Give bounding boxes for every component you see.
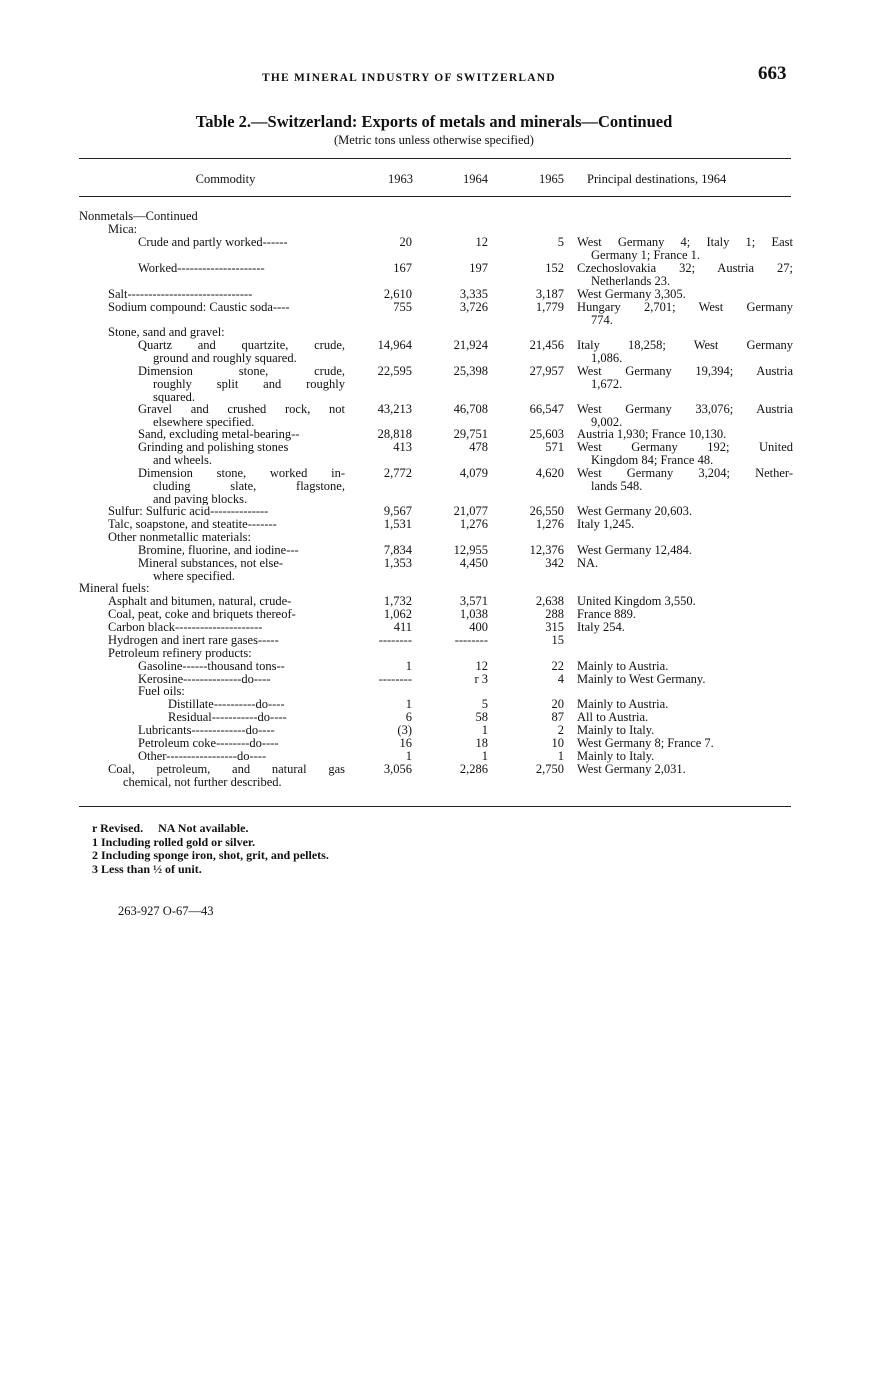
row-commodity bbox=[138, 544, 345, 557]
value-1963: 3,056 bbox=[383, 762, 412, 776]
destinations: Hungary 2,701; West Germany 774. bbox=[577, 300, 793, 327]
value-1965: 12,376 bbox=[529, 543, 564, 557]
row-commodity-text: Lubricants-------------do---- bbox=[138, 724, 275, 737]
value-1965: 26,550 bbox=[529, 504, 564, 518]
row-commodity-text: Worked--------------------- bbox=[138, 262, 265, 275]
value-1963: 1 bbox=[405, 659, 412, 673]
row-commodity bbox=[108, 326, 508, 339]
row-commodity-continuation: squared. bbox=[153, 389, 195, 404]
row-commodity bbox=[138, 673, 345, 686]
value-1964: 197 bbox=[469, 261, 488, 275]
value-1964: 12,955 bbox=[453, 543, 488, 557]
value-1964: 3,571 bbox=[459, 594, 488, 608]
value-1965: 4 bbox=[557, 672, 564, 686]
value-1963: 1 bbox=[405, 697, 412, 711]
row-commodity-continuation: chemical, not further described. bbox=[123, 774, 282, 789]
value-1963: 7,834 bbox=[383, 543, 412, 557]
value-1963: -------- bbox=[378, 633, 412, 647]
row-commodity bbox=[138, 750, 345, 763]
row-commodity-continuation: and paving blocks. bbox=[153, 491, 248, 506]
row-commodity bbox=[108, 505, 345, 518]
value-1964: 12 bbox=[475, 235, 488, 249]
value-1963: -------- bbox=[378, 672, 412, 686]
row-commodity-text: Sodium compound: Caustic soda---- bbox=[108, 301, 290, 314]
row-commodity-text: Quartz and quartzite, crude, bbox=[138, 339, 345, 352]
row-commodity-text: Hydrogen and inert rare gases----- bbox=[108, 634, 279, 647]
value-1965: 10 bbox=[551, 736, 564, 750]
value-1964: 2,286 bbox=[459, 762, 488, 776]
value-1964: 478 bbox=[469, 440, 488, 454]
value-1963: 9,567 bbox=[383, 504, 412, 518]
value-1965: 4,620 bbox=[535, 466, 564, 480]
destinations: France 889. bbox=[577, 607, 637, 621]
value-1965: 20 bbox=[551, 697, 564, 711]
row-commodity-text: Stone, sand and gravel: bbox=[108, 326, 225, 339]
footnote-2: 2 Including sponge iron, shot, grit, and pellets. bbox=[92, 848, 329, 862]
value-1964: 18 bbox=[475, 736, 488, 750]
row-commodity-text: Petroleum coke--------do---- bbox=[138, 737, 279, 750]
table-subtitle: (Metric tons unless otherwise specified) bbox=[334, 133, 534, 147]
row-commodity-text: Coal, petroleum, and natural gas bbox=[108, 763, 345, 776]
row-commodity-text: Sulfur: Sulfuric acid-------------- bbox=[108, 505, 269, 518]
row-commodity bbox=[108, 288, 345, 301]
row-commodity-continuation: where specified. bbox=[153, 568, 235, 583]
value-1964: 4,450 bbox=[459, 556, 488, 570]
row-commodity bbox=[138, 685, 538, 698]
row-commodity-text: Sand, excluding metal-bearing-- bbox=[138, 428, 300, 441]
value-1965: 152 bbox=[545, 261, 564, 275]
footnote-1: 1 Including rolled gold or silver. bbox=[92, 834, 256, 849]
row-commodity-text: Grinding and polishing stones bbox=[138, 441, 289, 454]
column-header-destinations: Principal destinations, 1964 bbox=[587, 172, 727, 186]
destinations: West Germany 20,603. bbox=[577, 504, 692, 518]
row-commodity bbox=[108, 647, 508, 660]
top-rule bbox=[79, 158, 791, 159]
row-commodity bbox=[79, 210, 479, 223]
row-commodity bbox=[138, 557, 345, 583]
value-1965: 21,456 bbox=[529, 338, 564, 352]
row-commodity bbox=[138, 441, 345, 467]
row-commodity-text: Gravel and crushed rock, not bbox=[138, 403, 345, 416]
value-1963: 2,772 bbox=[383, 466, 412, 480]
value-1964: 4,079 bbox=[459, 466, 488, 480]
footnote-revised: r Revised. NA Not available. bbox=[92, 821, 249, 835]
row-commodity-text: Mineral fuels: bbox=[79, 582, 150, 595]
value-1965: 288 bbox=[545, 607, 564, 621]
destinations: West Germany 4; Italy 1; East Germany 1; France 1. bbox=[577, 235, 793, 262]
row-commodity-text: Gasoline------thousand tons-- bbox=[138, 660, 285, 673]
row-commodity-continuation: ground and roughly squared. bbox=[153, 350, 297, 365]
destinations: West Germany 33,076; Austria 9,002. bbox=[577, 402, 793, 429]
row-commodity bbox=[108, 763, 345, 789]
destinations: West Germany 19,394; Austria 1,672. bbox=[577, 364, 793, 391]
value-1965: 27,957 bbox=[529, 364, 564, 378]
destinations: Italy 18,258; West Germany 1,086. bbox=[577, 338, 793, 365]
value-1965: 571 bbox=[545, 440, 564, 454]
table-title: Table 2.—Switzerland: Exports of metals and minerals—Continued bbox=[195, 112, 673, 131]
row-commodity bbox=[138, 365, 345, 403]
footnote-3: 3 Less than ½ of unit. bbox=[92, 861, 202, 876]
row-commodity bbox=[138, 236, 345, 249]
row-commodity bbox=[138, 467, 345, 505]
value-1964: -------- bbox=[454, 633, 488, 647]
row-commodity-text: Distillate----------do---- bbox=[168, 698, 285, 711]
row-commodity-text: Nonmetals—Continued bbox=[79, 210, 198, 223]
row-commodity-text: Other-----------------do---- bbox=[138, 750, 267, 763]
row-commodity-text: Bromine, fluorine, and iodine--- bbox=[138, 544, 299, 557]
value-1964: 3,335 bbox=[459, 287, 488, 301]
row-commodity bbox=[138, 339, 345, 365]
value-1964: 1,276 bbox=[459, 517, 488, 531]
row-commodity-continuation: and wheels. bbox=[153, 452, 213, 467]
value-1965: 1,276 bbox=[535, 517, 564, 531]
row-commodity bbox=[168, 711, 345, 724]
row-commodity-continuation: cluding slate, flagstone, bbox=[153, 478, 345, 493]
destinations: West Germany 8; France 7. bbox=[577, 736, 714, 750]
row-commodity bbox=[138, 737, 345, 750]
value-1963: 14,964 bbox=[377, 338, 412, 352]
value-1963: 28,818 bbox=[377, 427, 412, 441]
row-commodity-text: Coal, peat, coke and briquets thereof- bbox=[108, 608, 296, 621]
row-commodity-text: Fuel oils: bbox=[138, 685, 185, 698]
value-1965: 66,547 bbox=[529, 402, 564, 416]
print-code: 263-927 O-67—43 bbox=[118, 904, 214, 918]
value-1963: 411 bbox=[393, 620, 412, 634]
header-rule bbox=[79, 196, 791, 197]
destinations: Mainly to Austria. bbox=[577, 697, 669, 711]
destinations: United Kingdom 3,550. bbox=[577, 594, 696, 608]
value-1965: 1,779 bbox=[535, 300, 564, 314]
value-1963: 2,610 bbox=[383, 287, 412, 301]
value-1964: 58 bbox=[475, 710, 488, 724]
row-commodity-text: Carbon black--------------------- bbox=[108, 621, 263, 634]
value-1963: 43,213 bbox=[377, 402, 412, 416]
row-commodity-text: Dimension stone, crude, bbox=[138, 365, 345, 378]
destinations: Mainly to West Germany. bbox=[577, 672, 706, 686]
row-commodity bbox=[108, 518, 345, 531]
row-commodity-text: Salt------------------------------ bbox=[108, 288, 253, 301]
destinations: Austria 1,930; France 10,130. bbox=[577, 427, 727, 441]
value-1963: 16 bbox=[399, 736, 412, 750]
value-1964: 400 bbox=[469, 620, 488, 634]
value-1963: 1,531 bbox=[383, 517, 412, 531]
row-commodity bbox=[108, 595, 345, 608]
value-1963: 1 bbox=[405, 749, 412, 763]
value-1964: 5 bbox=[481, 697, 488, 711]
value-1965: 315 bbox=[545, 620, 564, 634]
destinations: West Germany 3,305. bbox=[577, 287, 686, 301]
destinations: Mainly to Austria. bbox=[577, 659, 669, 673]
value-1965: 25,603 bbox=[529, 427, 564, 441]
row-commodity bbox=[108, 608, 345, 621]
value-1965: 2 bbox=[557, 723, 564, 737]
row-commodity-text: Dimension stone, worked in- bbox=[138, 467, 345, 480]
destinations: Italy 1,245. bbox=[577, 517, 635, 531]
value-1963: 1,353 bbox=[383, 556, 412, 570]
row-commodity-text: Asphalt and bitumen, natural, crude- bbox=[108, 595, 292, 608]
row-commodity bbox=[138, 262, 345, 275]
row-commodity bbox=[108, 621, 345, 634]
value-1965: 3,187 bbox=[535, 287, 564, 301]
destinations: West Germany 12,484. bbox=[577, 543, 692, 557]
column-header-1965: 1965 bbox=[539, 172, 564, 186]
destinations: Mainly to Italy. bbox=[577, 749, 655, 763]
destinations: All to Austria. bbox=[577, 710, 649, 724]
row-commodity-text: Residual-----------do---- bbox=[168, 711, 287, 724]
value-1965: 2,638 bbox=[535, 594, 564, 608]
value-1963: (3) bbox=[397, 723, 412, 737]
destinations: Italy 254. bbox=[577, 620, 625, 634]
value-1965: 342 bbox=[545, 556, 564, 570]
value-1963: 6 bbox=[405, 710, 412, 724]
row-commodity bbox=[138, 428, 345, 441]
value-1964: r 3 bbox=[474, 672, 488, 686]
row-commodity bbox=[108, 301, 345, 314]
value-1965: 15 bbox=[551, 633, 564, 647]
row-commodity bbox=[108, 634, 345, 647]
column-header-1964: 1964 bbox=[463, 172, 488, 186]
value-1964: 1,038 bbox=[459, 607, 488, 621]
bottom-rule bbox=[79, 806, 791, 807]
row-commodity bbox=[168, 698, 345, 711]
value-1963: 1,062 bbox=[383, 607, 412, 621]
value-1964: 29,751 bbox=[453, 427, 488, 441]
destinations: West Germany 2,031. bbox=[577, 762, 686, 776]
value-1964: 21,924 bbox=[453, 338, 488, 352]
running-head: THE MINERAL INDUSTRY OF SWITZERLAND bbox=[262, 72, 556, 84]
value-1964: 3,726 bbox=[459, 300, 488, 314]
destinations: West Germany 192; United Kingdom 84; France 48. bbox=[577, 440, 793, 467]
value-1963: 22,595 bbox=[377, 364, 412, 378]
row-commodity-text: Mineral substances, not else- bbox=[138, 557, 284, 570]
destinations: NA. bbox=[577, 556, 599, 570]
value-1963: 20 bbox=[399, 235, 412, 249]
row-commodity-text: Talc, soapstone, and steatite------- bbox=[108, 518, 277, 531]
value-1964: 21,077 bbox=[453, 504, 488, 518]
value-1963: 755 bbox=[393, 300, 412, 314]
value-1964: 12 bbox=[475, 659, 488, 673]
value-1965: 22 bbox=[551, 659, 564, 673]
destinations: Mainly to Italy. bbox=[577, 723, 655, 737]
value-1965: 5 bbox=[557, 235, 564, 249]
value-1965: 2,750 bbox=[535, 762, 564, 776]
value-1964: 25,398 bbox=[453, 364, 488, 378]
row-commodity-text: Petroleum refinery products: bbox=[108, 647, 252, 660]
row-commodity-continuation: elsewhere specified. bbox=[153, 414, 255, 429]
value-1964: 1 bbox=[481, 723, 488, 737]
value-1963: 1,732 bbox=[383, 594, 412, 608]
column-header-commodity: Commodity bbox=[195, 172, 256, 186]
row-commodity bbox=[138, 403, 345, 429]
footnotes bbox=[92, 822, 329, 876]
page-number: 663 bbox=[758, 63, 787, 84]
row-commodity bbox=[108, 223, 508, 236]
row-commodity bbox=[138, 724, 345, 737]
row-commodity-text: Mica: bbox=[108, 223, 138, 236]
value-1965: 1 bbox=[557, 749, 564, 763]
value-1963: 413 bbox=[393, 440, 412, 454]
row-commodity bbox=[79, 582, 479, 595]
value-1964: 1 bbox=[481, 749, 488, 763]
row-commodity-text: Other nonmetallic materials: bbox=[108, 531, 252, 544]
row-commodity bbox=[138, 660, 345, 673]
column-header-1963: 1963 bbox=[388, 172, 413, 186]
row-commodity-continuation: roughly split and roughly bbox=[153, 376, 345, 391]
destinations: West Germany 3,204; Nether- lands 548. bbox=[577, 466, 793, 493]
destinations: Czechoslovakia 32; Austria 27; Netherlands 23. bbox=[577, 261, 793, 288]
value-1963: 167 bbox=[393, 261, 412, 275]
row-commodity bbox=[108, 531, 508, 544]
row-commodity-text: Crude and partly worked------ bbox=[138, 236, 288, 249]
value-1965: 87 bbox=[551, 710, 564, 724]
row-commodity-text: Kerosine--------------do---- bbox=[138, 673, 271, 686]
value-1964: 46,708 bbox=[453, 402, 488, 416]
